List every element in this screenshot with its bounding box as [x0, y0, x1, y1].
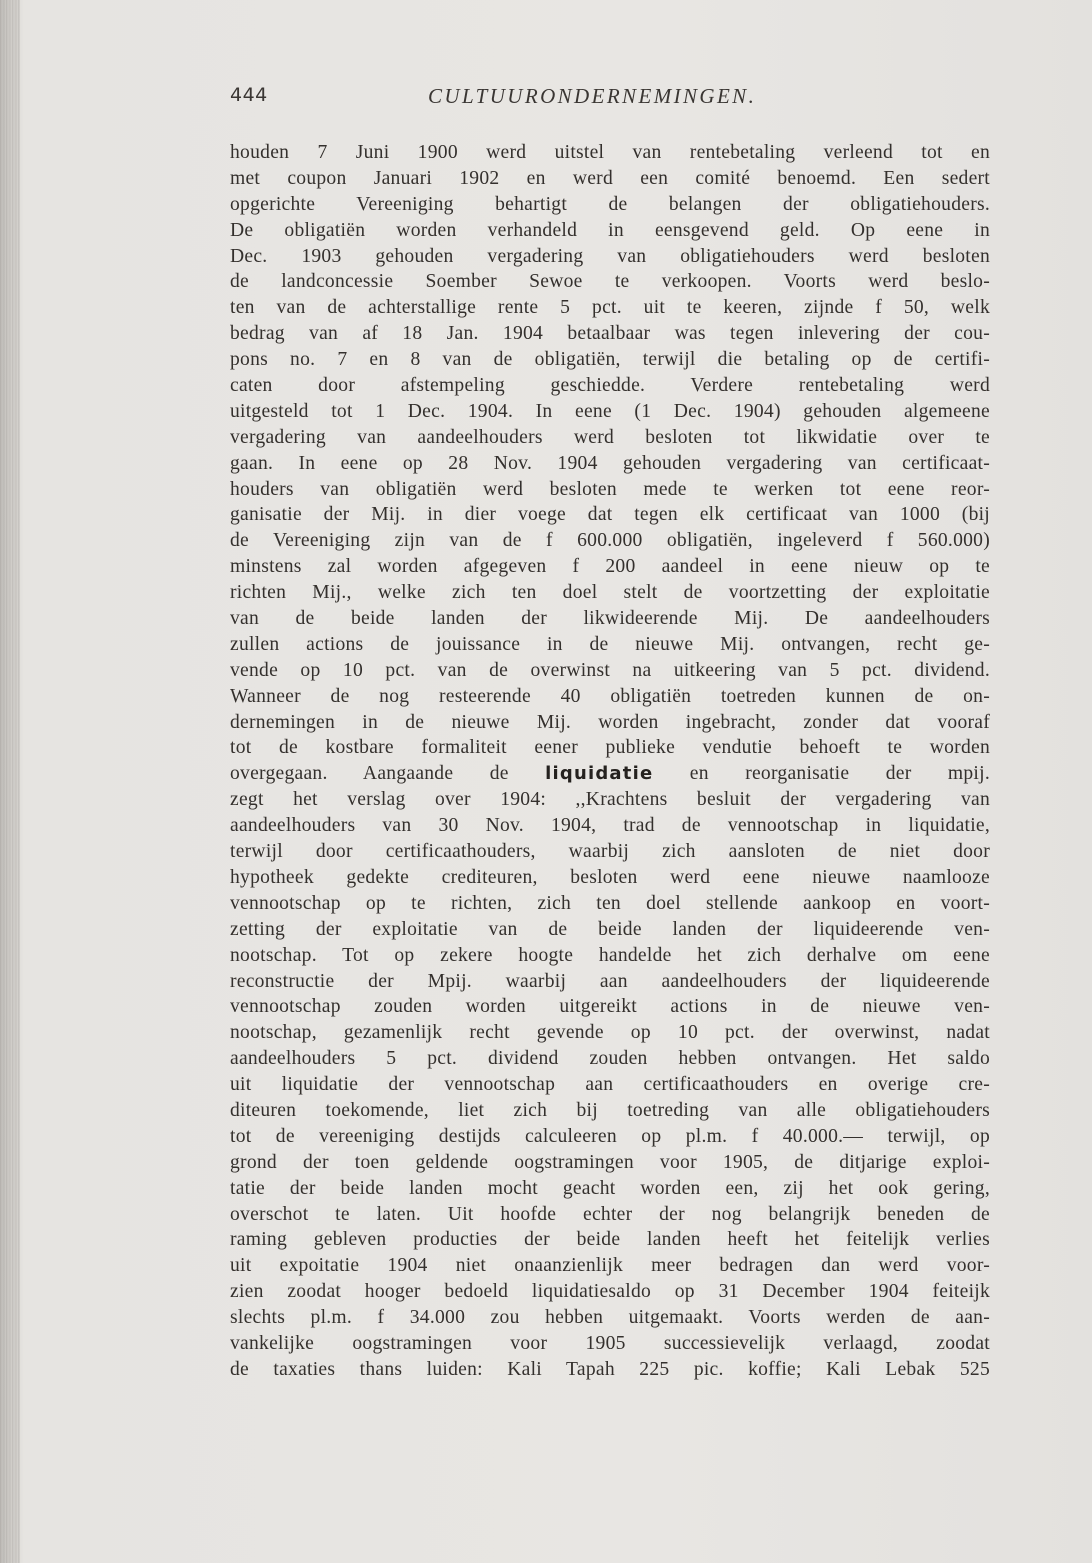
- emphasis-liquidatie: liquidatie: [545, 763, 654, 785]
- text-line: slechts pl.m. f 34.000 zou hebben uitgemaakt. Voorts werden de aan-: [230, 1307, 990, 1329]
- text-line: zullen actions de jouissance in de nieuwe Mij. ontvangen, recht ge-: [230, 633, 990, 655]
- text-line: tot de vereeniging destijds calculeeren op pl.m. f 40.000.— terwijl, op: [230, 1125, 990, 1147]
- text-line: vankelijke oogstramingen voor 1905 successievelijk verlaagd, zoodat: [230, 1332, 990, 1354]
- text-line: Wanneer de nog resteerende 40 obligatiën toetreden kunnen de on-: [230, 685, 990, 707]
- text-line: tot de kostbare formaliteit eener publieke vendutie behoeft te worden: [230, 737, 990, 759]
- text-line: terwijl door certificaathouders, waarbij zich aansloten de niet door: [230, 841, 990, 863]
- text-line: reconstructie der Mpij. waarbij aan aandeelhouders der liquideerende: [230, 970, 990, 992]
- text-line: vennootschap zouden worden uitgereikt actions in de nieuwe ven-: [230, 996, 990, 1018]
- book-spine-shadow: [0, 0, 20, 1563]
- text-line: hypotheek gedekte crediteuren, besloten werd eene nieuwe naamlooze: [230, 866, 990, 888]
- text-line: grond der toen geldende oogstramingen voor 1905, de ditjarige exploi-: [230, 1151, 990, 1173]
- text-line: vennootschap op te richten, zich ten doel stellende aankoop en voort-: [230, 892, 990, 914]
- page-header: [230, 84, 990, 114]
- text-line: zegt het verslag over 1904: ,,Krachtens besluit der vergadering van: [230, 789, 990, 811]
- text-line: opgerichte Vereeniging behartigt de belangen der obligatiehouders.: [230, 193, 990, 215]
- text-line: Dec. 1903 gehouden vergadering van obligatiehouders werd besloten: [230, 245, 990, 267]
- running-title: CULTUURONDERNEMINGEN.: [428, 84, 757, 108]
- text-line: zetting der exploitatie van de beide landen der liquideerende ven-: [230, 918, 990, 940]
- text-line: dernemingen in de nieuwe Mij. worden ingebracht, zonder dat vooraf: [230, 711, 990, 733]
- text-line: nootschap. Tot op zekere hoogte handelde het zich derhalve om eene: [230, 944, 990, 966]
- text-line: minstens zal worden afgegeven f 200 aandeel in eene nieuw op te: [230, 556, 990, 578]
- text-line: de Vereeniging zijn van de f 600.000 obligatiën, ingeleverd f 560.000): [230, 530, 990, 552]
- text-line: van de beide landen der likwideerende Mij. De aandeelhouders: [230, 608, 990, 630]
- text-line: vergadering van aandeelhouders werd besloten tot likwidatie over te: [230, 426, 990, 448]
- text-line: pons no. 7 en 8 van de obligatiën, terwijl die betaling op de certifi-: [230, 349, 990, 371]
- text-line: aandeelhouders van 30 Nov. 1904, trad de vennootschap in liquidatie,: [230, 815, 990, 837]
- text-line: houders van obligatiën werd besloten mede te werken tot eene reor-: [230, 478, 990, 500]
- text-line: ganisatie der Mij. in dier voege dat tegen elk certificaat van 1000 (bij: [230, 504, 990, 526]
- text-line: bedrag van af 18 Jan. 1904 betaalbaar was tegen inlevering der cou-: [230, 323, 990, 345]
- body-text: [230, 140, 990, 1383]
- text-line: zien zoodat hooger bedoeld liquidatiesaldo op 31 December 1904 feiteijk: [230, 1281, 990, 1303]
- text-line: overschot te laten. Uit hoofde echter der nog belangrijk beneden de: [230, 1203, 990, 1225]
- line-start: overgegaan. Aangaande de: [230, 763, 509, 785]
- text-line: uitgesteld tot 1 Dec. 1904. In eene (1 Dec. 1904) gehouden algemeene: [230, 400, 990, 422]
- text-line: uit expoitatie 1904 niet onaanzienlijk meer bedragen dan werd voor-: [230, 1255, 990, 1277]
- text-line: gaan. In eene op 28 Nov. 1904 gehouden vergadering van certificaat-: [230, 452, 990, 474]
- text-line: raming gebleven producties der beide landen heeft het feitelijk verlies: [230, 1229, 990, 1251]
- text-line: uit liquidatie der vennootschap aan certificaathouders en overige cre-: [230, 1074, 990, 1096]
- page-number: 444: [230, 84, 268, 106]
- text-line: caten door afstempeling geschiedde. Verdere rentebetaling werd: [230, 375, 990, 397]
- text-line: tatie der beide landen mocht geacht worden een, zij het ook gering,: [230, 1177, 990, 1199]
- text-line: houden 7 Juni 1900 werd uitstel van rentebetaling verleend tot en: [230, 142, 990, 163]
- text-line: richten Mij., welke zich ten doel stelt de voortzetting der exploitatie: [230, 582, 990, 604]
- text-line: vende op 10 pct. van de overwinst na uitkeering van 5 pct. dividend.: [230, 659, 990, 681]
- text-line-emphasis: [230, 761, 990, 787]
- text-line: De obligatiën worden verhandeld in eensgevend geld. Op eene in: [230, 219, 990, 241]
- line-end: en reorganisatie der mpij.: [689, 763, 990, 785]
- text-line: diteuren toekomende, liet zich bij toetreding van alle obligatiehouders: [230, 1099, 990, 1121]
- text-line: nootschap, gezamenlijk recht gevende op 10 pct. der overwinst, nadat: [230, 1022, 990, 1044]
- text-line: de taxaties thans luiden: Kali Tapah 225 pic. koffie; Kali Lebak 525: [230, 1358, 990, 1380]
- text-line: de landconcessie Soember Sewoe te verkoopen. Voorts werd beslo-: [230, 271, 990, 293]
- text-line: ten van de achterstallige rente 5 pct. uit te keeren, zijnde f 50, welk: [230, 297, 990, 319]
- text-line: aandeelhouders 5 pct. dividend zouden hebben ontvangen. Het saldo: [230, 1048, 990, 1070]
- text-line: met coupon Januari 1902 en werd een comité benoemd. Een sedert: [230, 167, 990, 189]
